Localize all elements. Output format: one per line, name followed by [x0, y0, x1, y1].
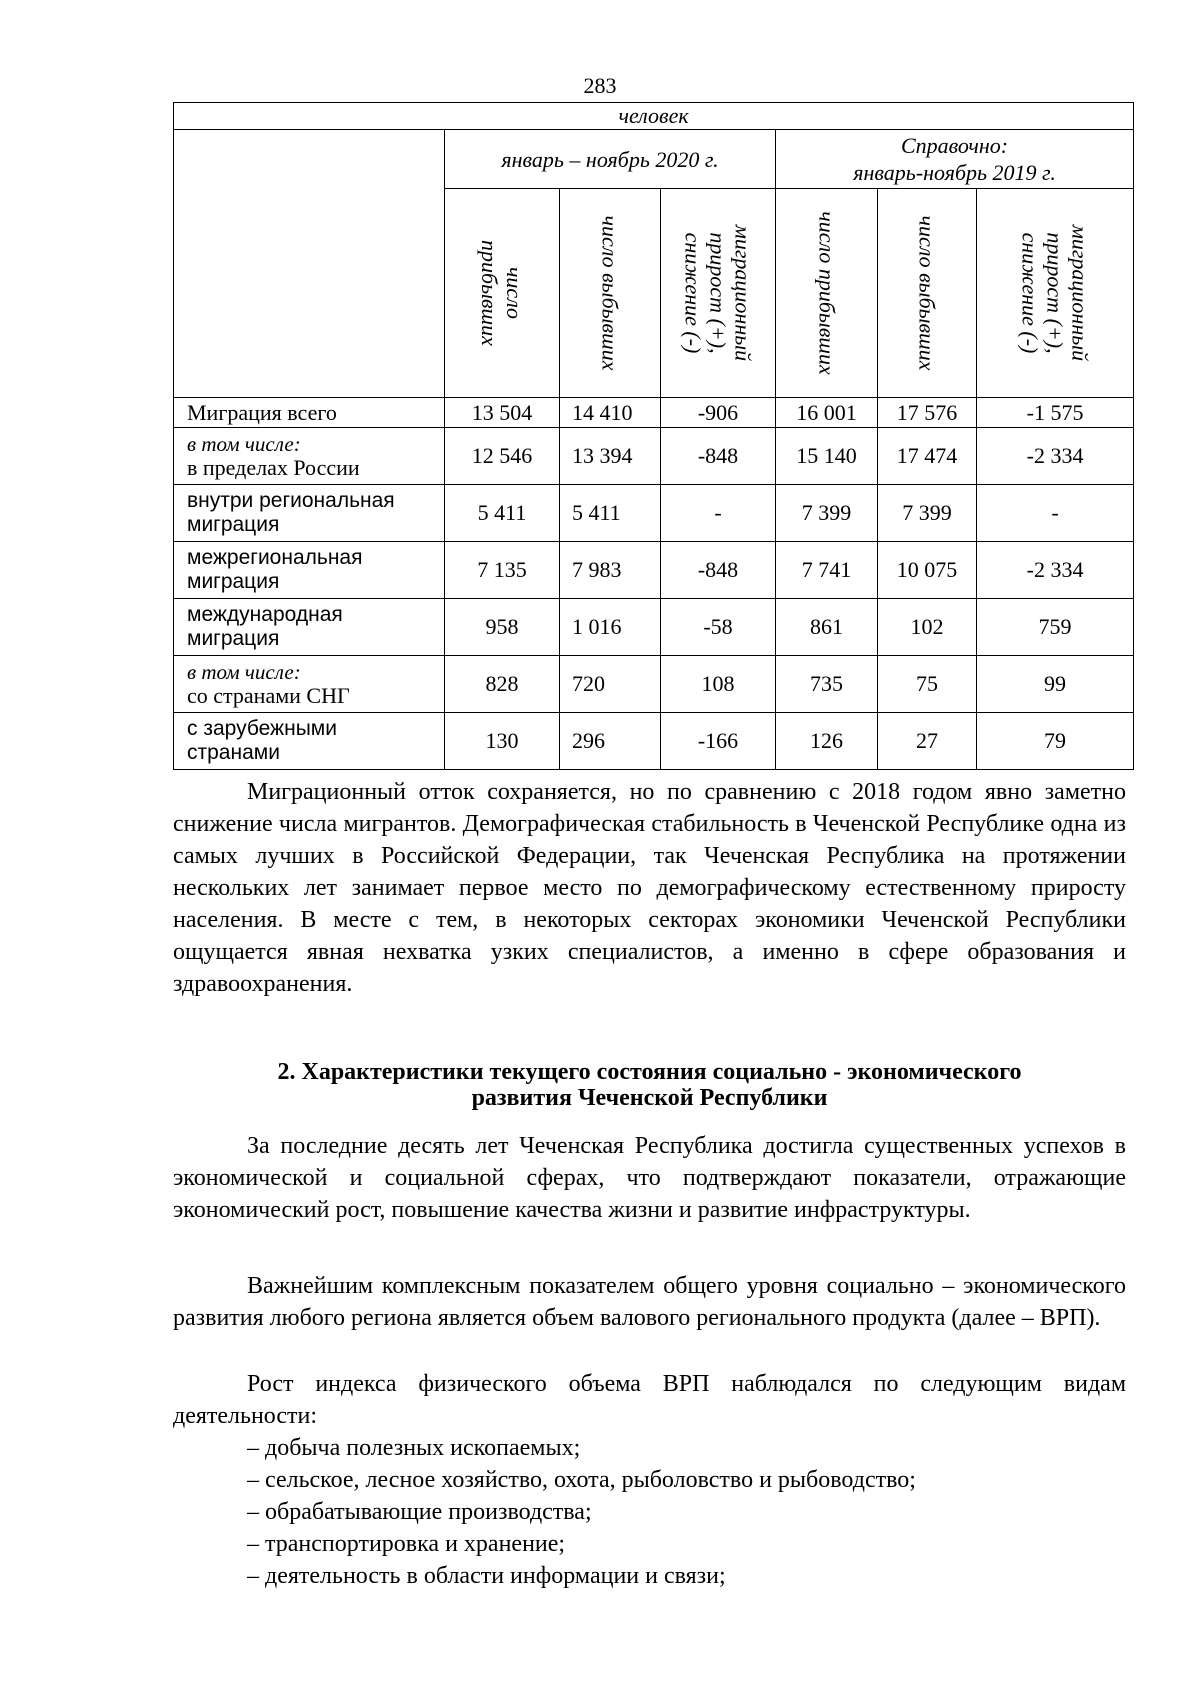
table-cell: -1 575 [977, 398, 1134, 428]
table-cell: 720 [560, 656, 661, 713]
table-cell: -166 [661, 713, 776, 770]
table-cell: 102 [878, 599, 977, 656]
table-corner-cell [174, 130, 445, 398]
table-cell: 296 [560, 713, 661, 770]
table-cell: - [977, 485, 1134, 542]
col-header-arrivals-2019: число прибывших [776, 189, 878, 398]
period-2020-header: январь – ноябрь 2020 г. [445, 130, 776, 189]
page-number: 283 [583, 73, 617, 98]
row-label: в том числе: в пределах России [174, 428, 445, 485]
section-heading-line1: 2. Характеристики текущего состояния социально - экономического [277, 1059, 1022, 1085]
row-label: Миграция всего [174, 398, 445, 428]
table-cell: 958 [445, 599, 560, 656]
table-cell: 27 [878, 713, 977, 770]
table-cell: 12 546 [445, 428, 560, 485]
table-cell: 13 504 [445, 398, 560, 428]
table-row [174, 398, 1134, 428]
paragraph-achievements: За последние десять лет Чеченская Республика достигла существенных успехов в экономической и социальной сферах, что подтверждают показатели, отражающие экономический рост, повышение качества жизни и развитие инфраструктуры. [173, 1133, 1126, 1223]
row-label: внутри региональная миграция [174, 485, 445, 542]
list-item: – добыча полезных ископаемых; [247, 1435, 581, 1461]
table-row [174, 542, 1134, 599]
table-cell: -2 334 [977, 542, 1134, 599]
paragraph-growth: Рост индекса физического объема ВРП наблюдался по следующим видам деятельности: [173, 1371, 1126, 1429]
table-cell: 75 [878, 656, 977, 713]
table-cell: 17 474 [878, 428, 977, 485]
table-row [174, 428, 1134, 485]
row-label: международная миграция [174, 599, 445, 656]
table-cell: 1 016 [560, 599, 661, 656]
migration-table [173, 102, 1134, 770]
table-cell: 7 983 [560, 542, 661, 599]
table-cell: 861 [776, 599, 878, 656]
table-unit: человек [174, 103, 1134, 130]
table-cell: 5 411 [560, 485, 661, 542]
table-cell: 7 399 [878, 485, 977, 542]
col-header-net-2019: миграционный прирост (+), снижение (-) [977, 189, 1134, 398]
table-cell: 7 399 [776, 485, 878, 542]
row-label: межрегиональная миграция [174, 542, 445, 599]
section-heading-line2: развития Чеченской Республики [471, 1085, 828, 1111]
col-header-arrivals-2020: число прибывших [445, 189, 560, 398]
col-header-departures-2019: число выбывших [878, 189, 977, 398]
list-item: – транспортировка и хранение; [247, 1531, 566, 1557]
table-cell: -2 334 [977, 428, 1134, 485]
table-cell: 7 135 [445, 542, 560, 599]
activity-list [247, 1432, 916, 1592]
table-cell: 15 140 [776, 428, 878, 485]
table-cell: 17 576 [878, 398, 977, 428]
table-cell: 7 741 [776, 542, 878, 599]
row-label: с зарубежными странами [174, 713, 445, 770]
col-header-departures-2020: число выбывших [560, 189, 661, 398]
col-header-net-2020: миграционный прирост (+), снижение (-) [661, 189, 776, 398]
row-label: в том числе: со странами СНГ [174, 656, 445, 713]
table-cell: 108 [661, 656, 776, 713]
table-cell: 99 [977, 656, 1134, 713]
table-cell: 5 411 [445, 485, 560, 542]
table-row [174, 713, 1134, 770]
table-cell: 735 [776, 656, 878, 713]
table-row [174, 485, 1134, 542]
table-cell: 759 [977, 599, 1134, 656]
table-cell: 79 [977, 713, 1134, 770]
period-2019-header [776, 130, 1134, 189]
table-cell: 126 [776, 713, 878, 770]
table-cell: -848 [661, 428, 776, 485]
paragraph-migration: Миграционный отток сохраняется, но по сравнению с 2018 годом явно заметно снижение числа мигрантов. Демографическая стабильность в Чеченской Республике одна из самых лучших в Российской Федерации, так Чеченская Республика на протяжении нескольких лет занимает первое место по демографическому естественному приросту населения. В месте с тем, в некоторых секторах экономики Чеченской Республики ощущается явная нехватка узких специалистов, а именно в сфере образования и здравоохранения. [173, 779, 1126, 997]
section-heading [173, 1059, 1126, 1111]
period-2019-line1: Справочно: [900, 133, 1009, 158]
table-cell: -58 [661, 599, 776, 656]
table-cell: - [661, 485, 776, 542]
list-item: – обрабатывающие производства; [247, 1499, 592, 1525]
list-item: – сельское, лесное хозяйство, охота, рыболовство и рыбоводство; [247, 1467, 916, 1493]
table-cell: 10 075 [878, 542, 977, 599]
table-cell: 828 [445, 656, 560, 713]
table-cell: 14 410 [560, 398, 661, 428]
table-cell: -906 [661, 398, 776, 428]
paragraph-grp: Важнейшим комплексным показателем общего уровня социально – экономического развития любого региона является объем валового регионального продукта (далее – ВРП). [173, 1273, 1126, 1331]
period-2019-line2: январь-ноябрь 2019 г. [853, 160, 1056, 185]
table-row [174, 656, 1134, 713]
table-cell: 130 [445, 713, 560, 770]
list-item: – деятельность в области информации и связи; [247, 1563, 726, 1589]
table-cell: 16 001 [776, 398, 878, 428]
table-row [174, 599, 1134, 656]
table-cell: -848 [661, 542, 776, 599]
table-cell: 13 394 [560, 428, 661, 485]
